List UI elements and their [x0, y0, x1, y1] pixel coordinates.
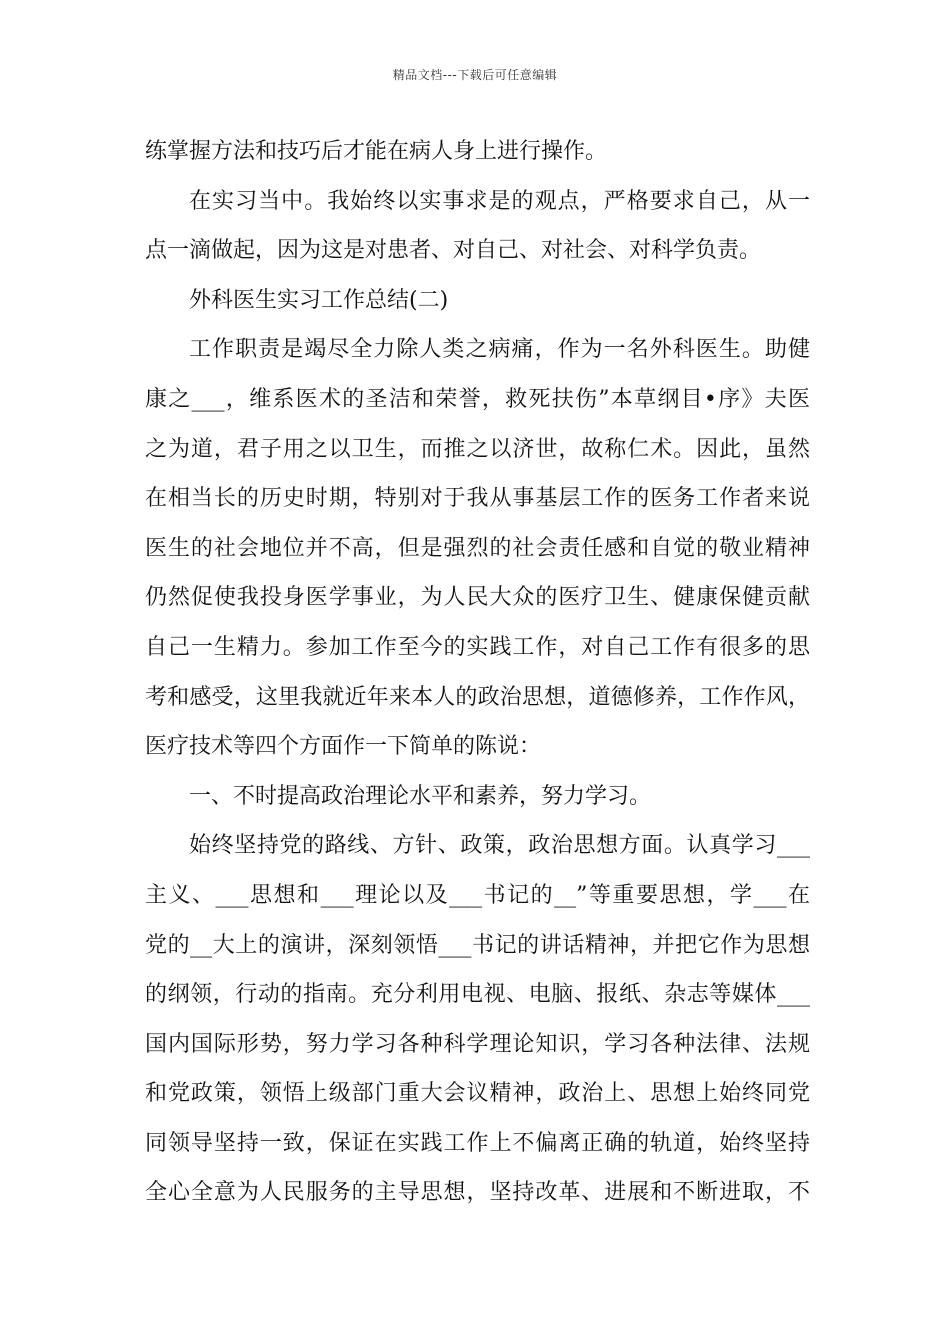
text-line: 同领导坚持一致，保证在实践工作上不偏离正确的轨道，始终坚持 — [145, 1130, 810, 1156]
text-line: 自己一生精力。参加工作至今的实践工作，对自己工作有很多的思 — [145, 634, 810, 660]
text-line: 和党政策，领悟上级部门重大会议精神，政治上、思想上始终同党 — [145, 1081, 810, 1107]
text-line: 仍然促使我投身医学事业，为人民大众的医疗卫生、健康保健贡献 — [145, 585, 810, 611]
page-header: 精品文档---下载后可任意编辑 — [392, 68, 558, 82]
text-line: 的纲领，行动的指南。充分利用电视、电脑、报纸、杂志等媒体___ — [145, 982, 810, 1008]
text-line: 在相当长的历史时期，特别对于我从事基层工作的医务工作者来说 — [145, 486, 810, 512]
text-line: 康之___，维系医术的圣洁和荣誉，救死扶伤”本草纲目•序》夫医 — [145, 386, 810, 412]
text-line: 主义、___思想和___理论以及___书记的__”等重要思想，学___在 — [145, 882, 810, 908]
text-line: 党的__大上的演讲，深刻领悟___书记的讲话精神，并把它作为思想 — [145, 932, 810, 958]
text-line: 医疗技术等四个方面作一下简单的陈说： — [145, 734, 542, 760]
text-line: 外科医生实习工作总结(二) — [189, 287, 449, 313]
text-line: 考和感受，这里我就近年来本人的政治思想，道德修养，工作作风， — [145, 684, 810, 710]
text-line: 全心全意为人民服务的主导思想，坚持改革、进展和不断进取，不 — [145, 1180, 810, 1206]
text-line: 医生的社会地位并不高，但是强烈的社会责任感和自觉的敬业精神 — [145, 535, 810, 561]
text-line: 国内国际形势，努力学习各种科学理论知识，学习各种法律、法规 — [145, 1031, 810, 1057]
text-line: 工作职责是竭尽全力除人类之病痛，作为一名外科医生。助健 — [189, 337, 810, 363]
text-line: 始终坚持党的路线、方针、政策，政治思想方面。认真学习___ — [189, 833, 810, 859]
text-line: 一、不时提高政治理论水平和素养，努力学习。 — [189, 783, 652, 809]
text-line: 在实习当中。我始终以实事求是的观点，严格要求自己，从一 — [189, 188, 810, 214]
text-line: 点一滴做起，因为这是对患者、对自己、对社会、对科学负责。 — [145, 238, 762, 264]
text-line: 之为道，君子用之以卫生，而推之以济世，故称仁术。因此，虽然 — [145, 436, 810, 462]
text-line: 练掌握方法和技巧后才能在病人身上进行操作。 — [145, 139, 608, 164]
document-body — [145, 127, 810, 1218]
